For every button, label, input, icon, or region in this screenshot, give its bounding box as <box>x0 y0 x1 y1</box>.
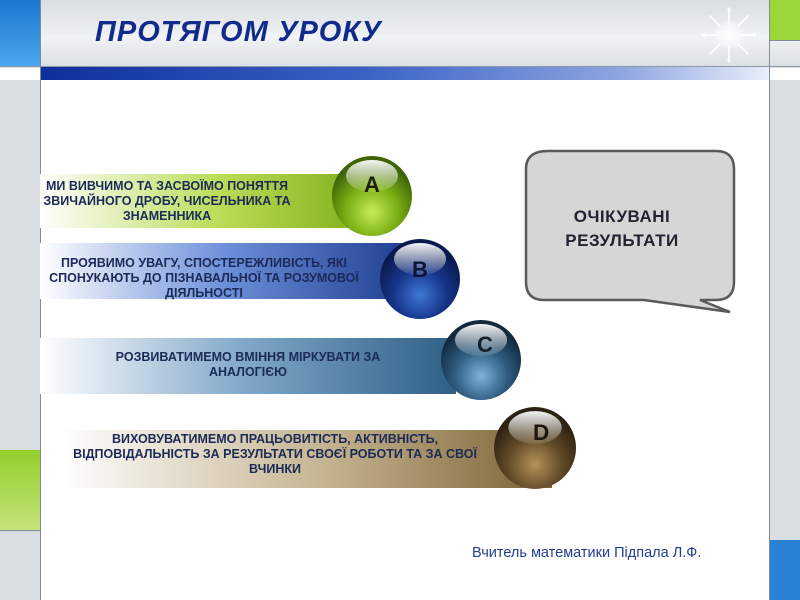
item-a-letter: A <box>364 172 380 197</box>
sparkle-icon <box>696 6 762 64</box>
item-a-text: МИ ВИВЧИМО ТА ЗАСВОЇМО ПОНЯТТЯ ЗВИЧАЙНОГО ДРОБУ, ЧИСЕЛЬНИКА ТА ЗНАМЕННИКА <box>43 179 291 223</box>
corner-block-bottom-right <box>770 540 800 600</box>
item-c-letter: C <box>477 332 493 357</box>
item-c-text: РОЗВИВАТИМЕМО ВМІННЯ МІРКУВАТИ ЗА АНАЛОГІЄЮ <box>115 350 381 379</box>
corner-block-top-right <box>770 0 800 40</box>
frame-line-right <box>769 0 770 600</box>
corner-block-bottom-left <box>0 450 40 530</box>
right-rail <box>770 80 800 600</box>
item-d-text: ВИХОВУВАТИМЕМО ПРАЦЬОВИТІСТЬ, АКТИВНІСТЬ, ВІДПОВІДАЛЬНІСТЬ ЗА РЕЗУЛЬТАТИ СВОЄЇ РОБОТИ ТА ЗА СВОЇ ВЧИНКИ <box>73 432 477 476</box>
frame-line-bottom-left <box>0 530 40 531</box>
ball-d <box>486 405 580 491</box>
ball-b <box>376 237 464 321</box>
ball-a <box>330 154 414 238</box>
header-accent-bar <box>40 67 770 80</box>
callout-text: ОЧІКУВАНІ РЕЗУЛЬТАТИ <box>565 207 679 250</box>
footer-author: Вчитель математики Підпала Л.Ф. <box>472 545 702 561</box>
frame-line-top-right <box>770 40 800 41</box>
item-b-text: ПРОЯВИМО УВАГУ, СПОСТЕРЕЖЛИВІСТЬ, ЯКІ СПОНУКАЮТЬ ДО ПІЗНАВАЛЬНОЇ ТА РОЗУМОВОЇ ДІЯЛЬНОСТІ <box>49 256 359 300</box>
ball-c <box>438 318 524 402</box>
corner-block-top-left <box>0 0 40 66</box>
item-d-letter: D <box>533 419 550 445</box>
item-b-letter: B <box>412 257 428 282</box>
page-title: ПРОТЯГОМ УРОКУ <box>95 16 382 48</box>
